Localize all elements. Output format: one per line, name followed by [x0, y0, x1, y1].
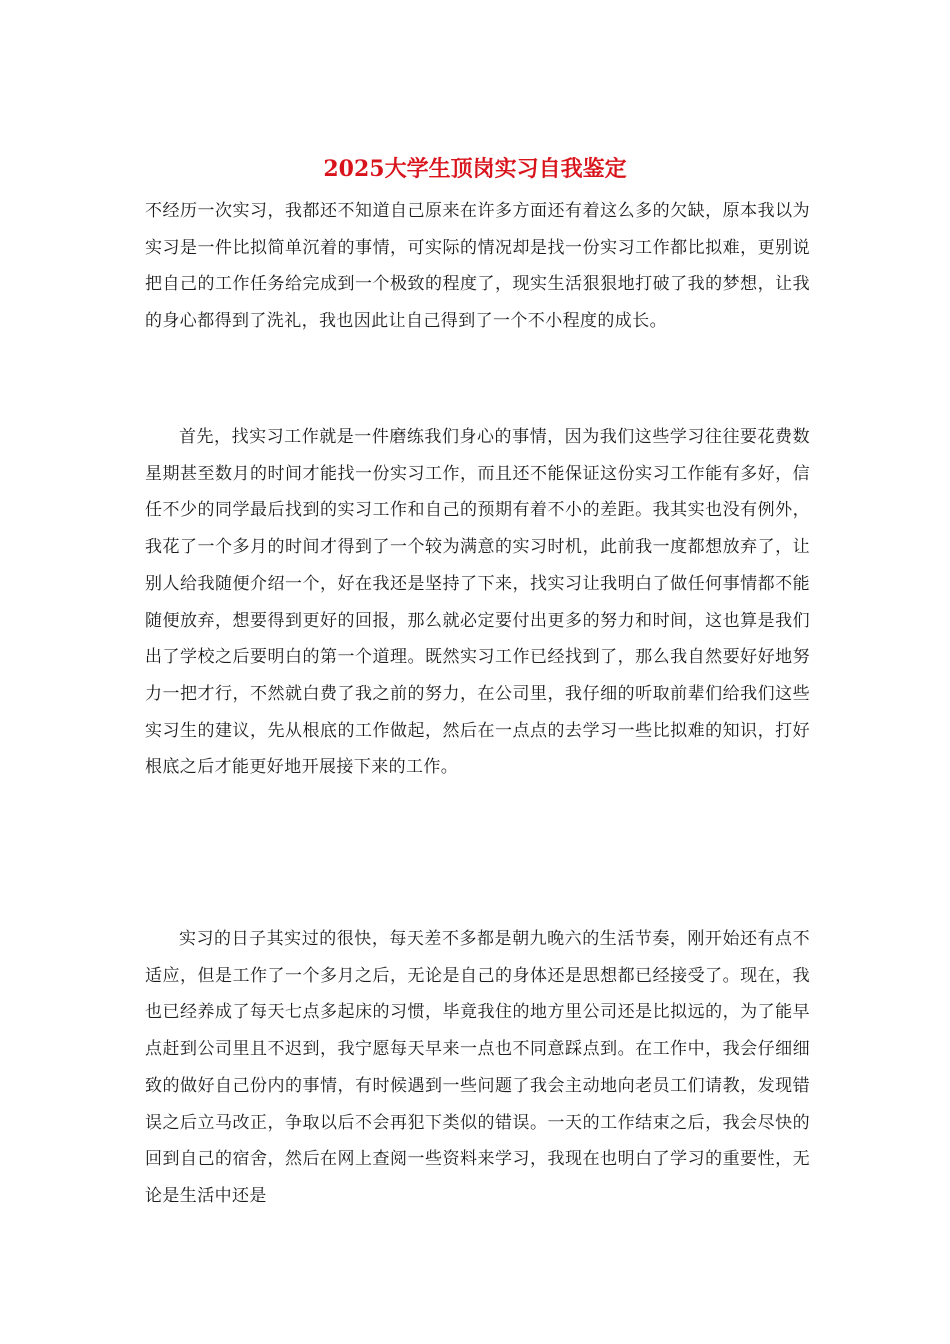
paragraph-daily-routine: 实习的日子其实过的很快，每天差不多都是朝九晚六的生活节奏，刚开始还有点不适应，但是工作了一个多月之后，无论是自己的身体还是思想都已经接受了。现在，我也已经养成了每天七点多起床的习惯，毕竟我住的地方里公司还是比拟远的，为了能早点赶到公司里且不迟到，我宁愿每天早来一点也不同意踩点到。在工作中，我会仔细细致的做好自己份内的事情，有时候遇到一些问题了我会主动地向老员工们请教，发现错误之后立马改正，争取以后不会再犯下类似的错误。一天的工作结束之后，我会尽快的回到自己的宿舍，然后在网上查阅一些资料来学习，我现在也明白了学习的重要性，无论是生活中还是	[145, 929, 810, 1206]
document-title: 2025大学生顶岗实习自我鉴定	[323, 156, 627, 182]
paragraph-finding-internship: 首先，找实习工作就是一件磨练我们身心的事情，因为我们这些学习往往要花费数星期甚至数月的时间才能找一份实习工作，而且还不能保证这份实习工作能有多好，信任不少的同学最后找到的实习工作和自己的预期有着不小的差距。我其实也没有例外，我花了一个多月的时间才得到了一个较为满意的实习时机，此前我一度都想放弃了，让别人给我随便介绍一个，好在我还是坚持了下来，找实习让我明白了做任何事情都不能随便放弃，想要得到更好的回报，那么就必定要付出更多的努力和时间，这也算是我们出了学校之后要明白的第一个道理。既然实习工作已经找到了，那么我自然要好好地努力一把才行，不然就白费了我之前的努力，在公司里，我仔细的听取前辈们给我们这些实习生的建议，先从根底的工作做起，然后在一点点的去学习一些比拟难的知识，打好根底之后才能更好地开展接下来的工作。	[145, 427, 810, 778]
paragraph-intro: 不经历一次实习，我都还不知道自己原来在许多方面还有着这么多的欠缺，原本我以为实习是一件比拟简单沉着的事情，可实际的情况却是找一份实习工作都比拟难，更别说把自己的工作任务给完成到一个极致的程度了，现实生活狠狠地打破了我的梦想，让我的身心都得到了洗礼，我也因此让自己得到了一个不小程度的成长。	[145, 201, 810, 332]
